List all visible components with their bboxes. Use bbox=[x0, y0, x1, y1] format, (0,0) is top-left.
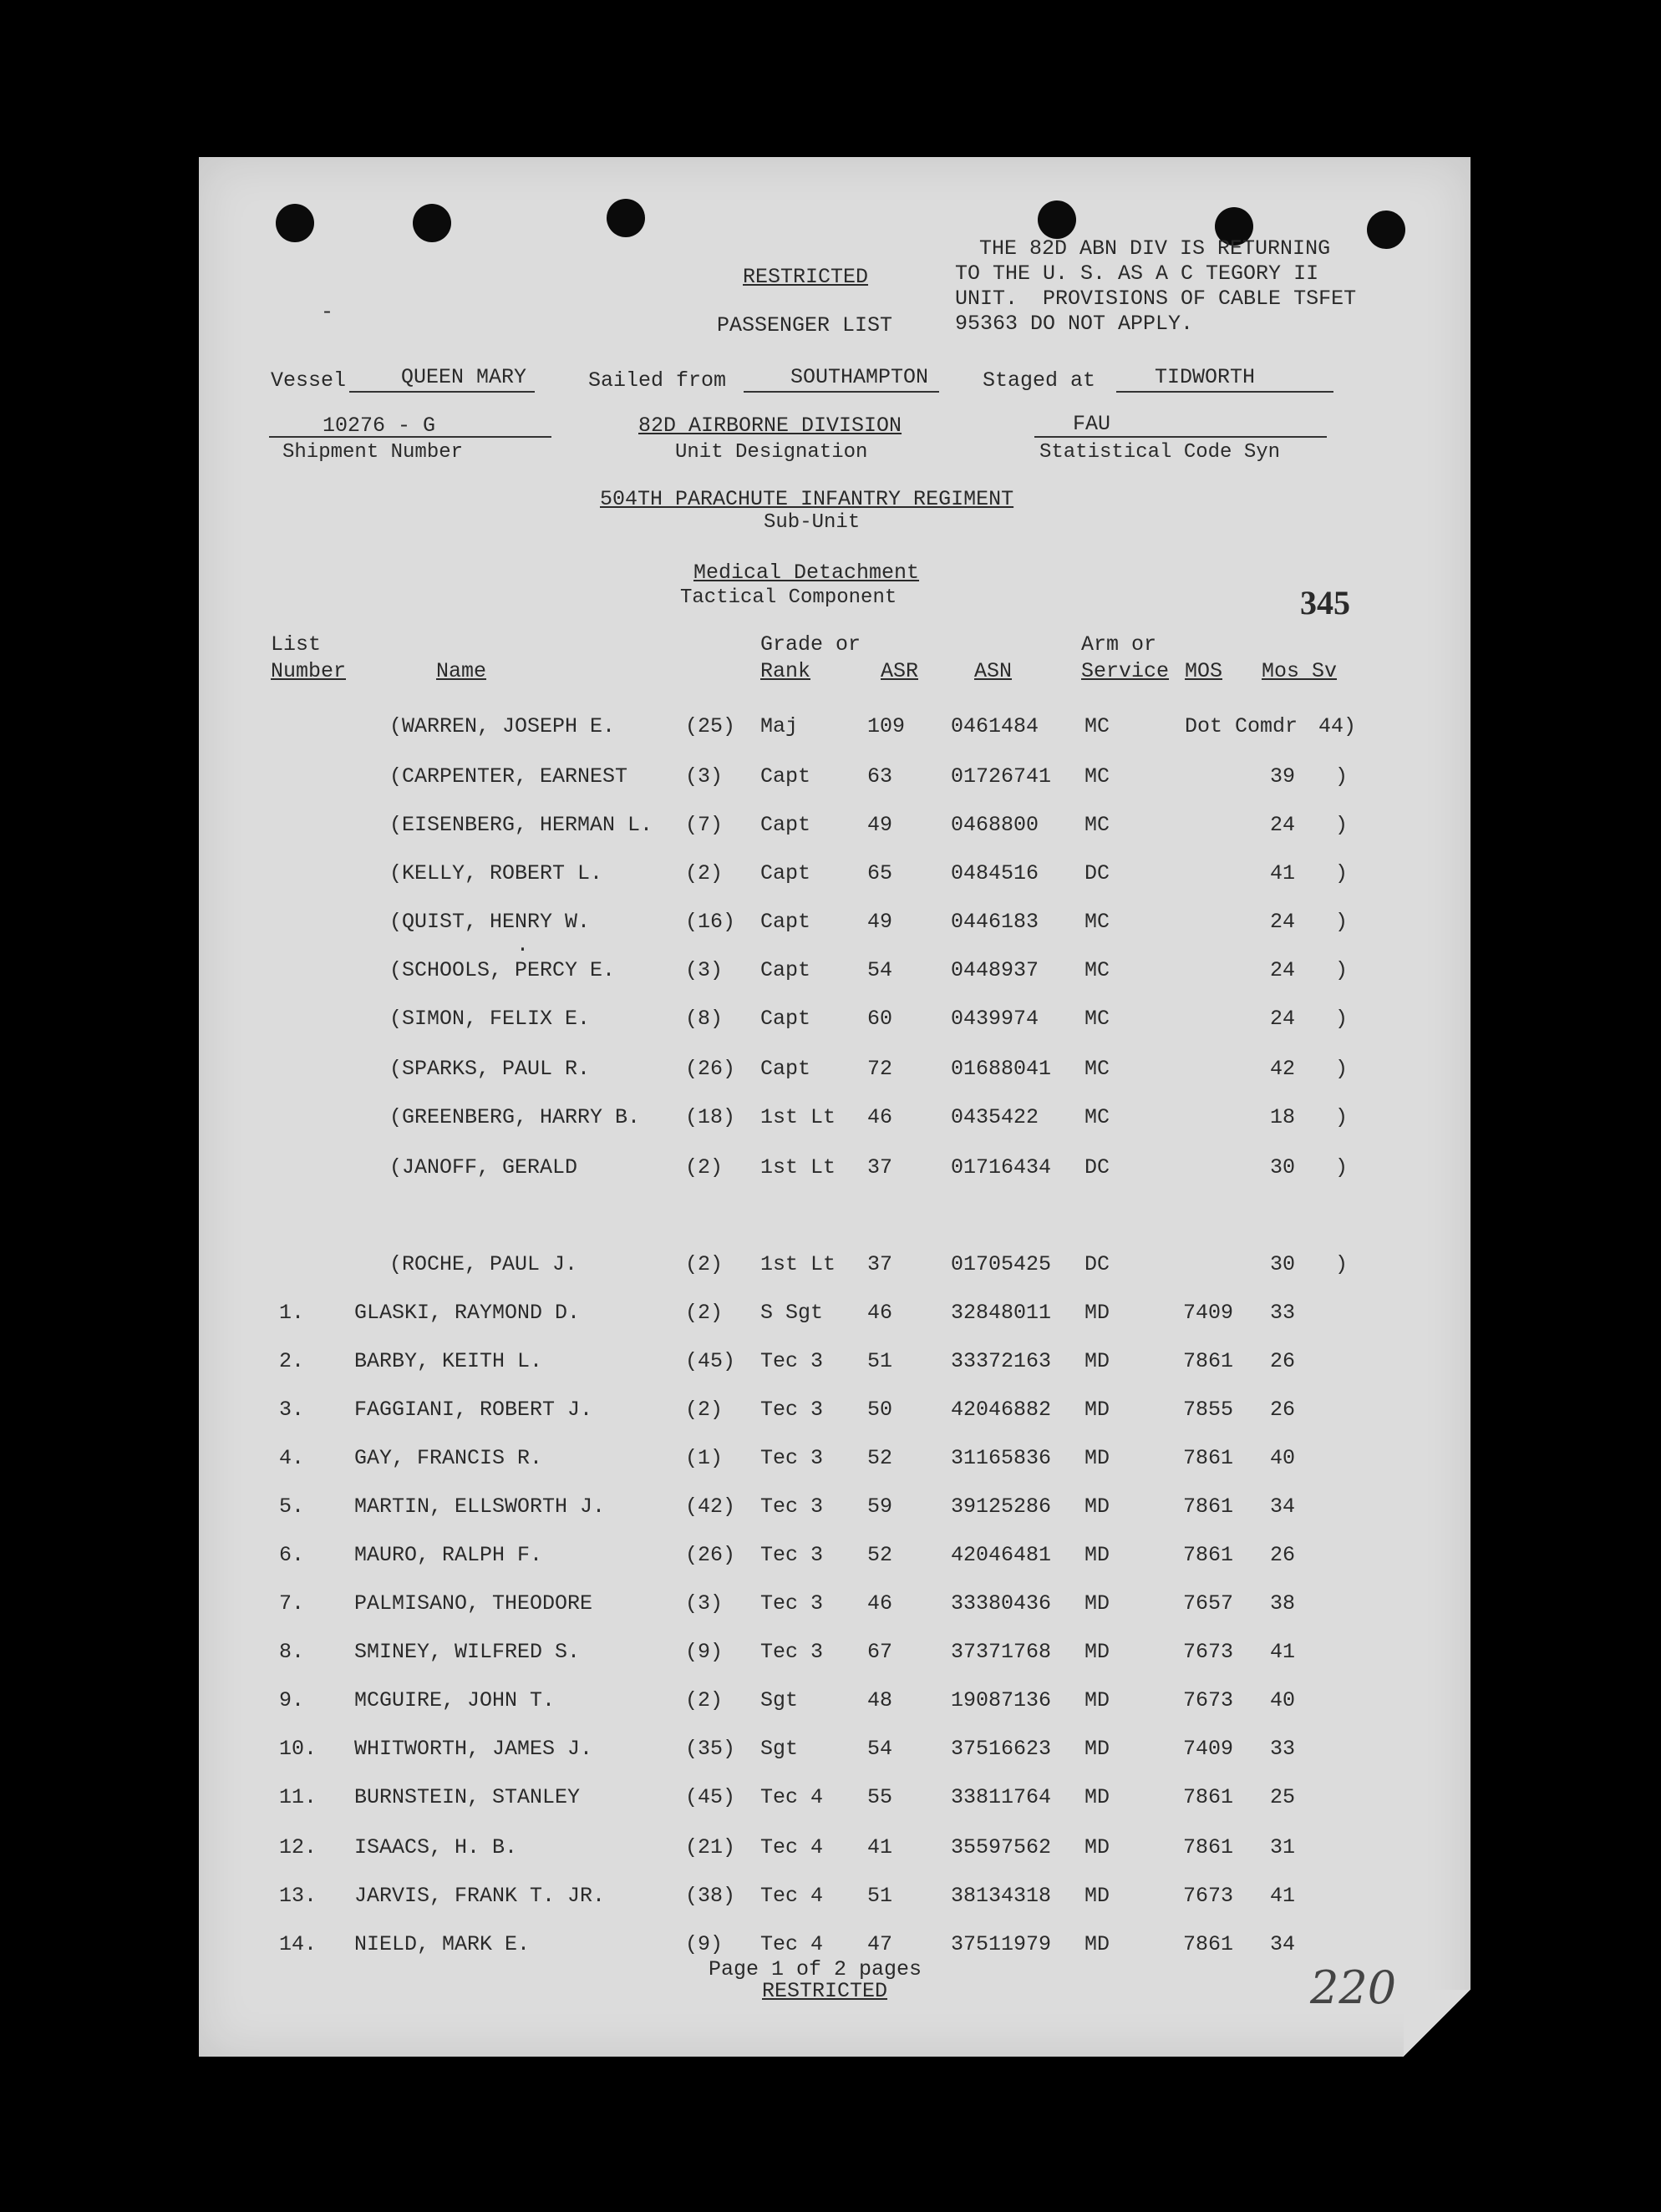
staged-at-place: TIDWORTH bbox=[1155, 365, 1256, 389]
asn-number: 0448937 bbox=[951, 958, 1039, 982]
sailed-from-label: Sailed from bbox=[588, 368, 727, 393]
passenger-name: (EISENBERG, HERMAN L. bbox=[389, 813, 653, 837]
asr-score: 46 bbox=[867, 1105, 893, 1129]
list-number: 9. bbox=[279, 1688, 305, 1712]
grade-rank: 1st Lt bbox=[760, 1252, 836, 1276]
mos-code: 7861 bbox=[1183, 1494, 1234, 1519]
asn-number: 37511979 bbox=[951, 1932, 1052, 1956]
col-header-mos-sv: Mos Sv bbox=[1262, 659, 1338, 683]
passenger-name: FAGGIANI, ROBERT J. bbox=[354, 1398, 593, 1422]
arm-service: MD bbox=[1084, 1884, 1110, 1908]
passenger-name: (ROCHE, PAUL J. bbox=[389, 1252, 578, 1276]
arm-service: MD bbox=[1084, 1398, 1110, 1422]
passenger-count: (3) bbox=[685, 958, 724, 982]
col-header-grade: Grade or bbox=[760, 632, 861, 657]
list-number: 12. bbox=[279, 1835, 317, 1859]
mos-code: 7855 bbox=[1183, 1398, 1234, 1422]
closing-paren: ) bbox=[1335, 1252, 1349, 1276]
asr-score: 65 bbox=[867, 861, 893, 885]
asn-number: 01726741 bbox=[951, 764, 1052, 789]
arm-service: MD bbox=[1084, 1591, 1110, 1616]
punch-hole bbox=[607, 199, 645, 237]
statistical-code-label: Statistical Code Syn bbox=[1039, 441, 1281, 464]
asr-score: 52 bbox=[867, 1446, 893, 1470]
grade-rank: Tec 3 bbox=[760, 1543, 824, 1567]
asr-score: 63 bbox=[867, 764, 893, 789]
asr-score: 47 bbox=[867, 1932, 893, 1956]
list-number: 1. bbox=[279, 1301, 305, 1325]
closing-paren: ) bbox=[1335, 958, 1349, 982]
col-header-service: Service bbox=[1081, 659, 1170, 683]
asr-score: 51 bbox=[867, 1349, 893, 1373]
asr-score: 46 bbox=[867, 1301, 893, 1325]
col-header-name: Name bbox=[436, 659, 487, 683]
asn-number: 0461484 bbox=[951, 714, 1039, 738]
asn-number: 0468800 bbox=[951, 813, 1039, 837]
grade-rank: S Sgt bbox=[760, 1301, 824, 1325]
mos-sv: 40 bbox=[1270, 1446, 1296, 1470]
asr-score: 51 bbox=[867, 1884, 893, 1908]
passenger-count: (45) bbox=[685, 1785, 736, 1809]
asn-number: 0446183 bbox=[951, 910, 1039, 934]
passenger-count: (9) bbox=[685, 1932, 724, 1956]
col-header-list: List bbox=[271, 632, 322, 657]
classification-top: RESTRICTED bbox=[743, 265, 869, 289]
mos-sv: 30 bbox=[1270, 1155, 1296, 1180]
shipment-number: 10276 - G bbox=[323, 413, 436, 438]
mos-code: 7657 bbox=[1183, 1591, 1234, 1616]
asr-score: 52 bbox=[867, 1543, 893, 1567]
mos-code: 7861 bbox=[1183, 1349, 1234, 1373]
mos-sv: 26 bbox=[1270, 1543, 1296, 1567]
stray-mark: - bbox=[321, 300, 334, 324]
passenger-count: (26) bbox=[685, 1057, 736, 1081]
col-header-number: Number bbox=[271, 659, 347, 683]
asr-score: 50 bbox=[867, 1398, 893, 1422]
mos-sv: 41 bbox=[1270, 1640, 1296, 1664]
grade-rank: Sgt bbox=[760, 1737, 799, 1761]
grade-rank: Tec 3 bbox=[760, 1640, 824, 1664]
asn-number: 01705425 bbox=[951, 1252, 1052, 1276]
col-header-asr: ASR bbox=[881, 659, 919, 683]
passenger-count: (18) bbox=[685, 1105, 736, 1129]
passenger-name: (SIMON, FELIX E. bbox=[389, 1007, 591, 1031]
closing-paren: ) bbox=[1335, 1105, 1349, 1129]
list-number: 13. bbox=[279, 1884, 317, 1908]
arm-service: MC bbox=[1084, 714, 1110, 738]
asr-score: 54 bbox=[867, 1737, 893, 1761]
passenger-name: GAY, FRANCIS R. bbox=[354, 1446, 543, 1470]
col-header-rank: Rank bbox=[760, 659, 811, 683]
sub-unit: 504TH PARACHUTE INFANTRY REGIMENT bbox=[600, 487, 1014, 511]
mos-sv: 34 bbox=[1270, 1932, 1296, 1956]
unit-designation-label: Unit Designation bbox=[675, 441, 868, 464]
closing-paren: ) bbox=[1335, 1155, 1349, 1180]
asn-number: 33380436 bbox=[951, 1591, 1052, 1616]
passenger-name: GLASKI, RAYMOND D. bbox=[354, 1301, 581, 1325]
arm-service: MD bbox=[1084, 1785, 1110, 1809]
closing-paren: ) bbox=[1335, 1007, 1349, 1031]
arm-service: MD bbox=[1084, 1640, 1110, 1664]
asn-number: 01688041 bbox=[951, 1057, 1052, 1081]
passenger-count: (8) bbox=[685, 1007, 724, 1031]
asr-score: 109 bbox=[867, 714, 906, 738]
grade-rank: Maj bbox=[760, 714, 799, 738]
punch-hole bbox=[276, 204, 314, 242]
document-page bbox=[199, 157, 1471, 2057]
passenger-count: (3) bbox=[685, 764, 724, 789]
returning-note-line-3: UNIT. PROVISIONS OF CABLE TSFET bbox=[955, 287, 1357, 311]
passenger-name: BURNSTEIN, STANLEY bbox=[354, 1785, 581, 1809]
passenger-count: (2) bbox=[685, 861, 724, 885]
passenger-name: MCGUIRE, JOHN T. bbox=[354, 1688, 556, 1712]
arm-service: MC bbox=[1084, 764, 1110, 789]
arm-service: MD bbox=[1084, 1494, 1110, 1519]
passenger-name: NIELD, MARK E. bbox=[354, 1932, 531, 1956]
grade-rank: Tec 3 bbox=[760, 1494, 824, 1519]
list-number: 4. bbox=[279, 1446, 305, 1470]
mos-sv: 24 bbox=[1270, 1007, 1296, 1031]
closing-paren: ) bbox=[1335, 764, 1349, 789]
closing-paren: ) bbox=[1335, 813, 1349, 837]
grade-rank: Tec 4 bbox=[760, 1835, 824, 1859]
arm-service: MC bbox=[1084, 1007, 1110, 1031]
asn-number: 31165836 bbox=[951, 1446, 1052, 1470]
asr-score: 72 bbox=[867, 1057, 893, 1081]
asr-score: 67 bbox=[867, 1640, 893, 1664]
passenger-name: (CARPENTER, EARNEST bbox=[389, 764, 628, 789]
asn-number: 01716434 bbox=[951, 1155, 1052, 1180]
sub-unit-label: Sub-Unit bbox=[764, 511, 861, 534]
passenger-count: (3) bbox=[685, 1591, 724, 1616]
asr-score: 37 bbox=[867, 1252, 893, 1276]
arm-service: MD bbox=[1084, 1301, 1110, 1325]
mos-sv: 33 bbox=[1270, 1301, 1296, 1325]
arm-service: MD bbox=[1084, 1349, 1110, 1373]
asr-score: 59 bbox=[867, 1494, 893, 1519]
grade-rank: Tec 4 bbox=[760, 1932, 824, 1956]
asn-number: 35597562 bbox=[951, 1835, 1052, 1859]
tactical-component: Medical Detachment bbox=[693, 561, 920, 585]
passenger-count: (2) bbox=[685, 1252, 724, 1276]
list-number: 3. bbox=[279, 1398, 305, 1422]
list-number: 11. bbox=[279, 1785, 317, 1809]
mos-code: 7673 bbox=[1183, 1640, 1234, 1664]
shipment-number-label: Shipment Number bbox=[282, 441, 464, 464]
passenger-count: (38) bbox=[685, 1884, 736, 1908]
passenger-count: (16) bbox=[685, 910, 736, 934]
col-header-arm: Arm or bbox=[1081, 632, 1157, 657]
asr-score: 55 bbox=[867, 1785, 893, 1809]
mos-sv: 24 bbox=[1270, 813, 1296, 837]
grade-rank: Tec 3 bbox=[760, 1446, 824, 1470]
passenger-count: (7) bbox=[685, 813, 724, 837]
passenger-name: BARBY, KEITH L. bbox=[354, 1349, 543, 1373]
mos-code: 7409 bbox=[1183, 1301, 1234, 1325]
col-header-mos: MOS bbox=[1185, 659, 1223, 683]
asn-number: 19087136 bbox=[951, 1688, 1052, 1712]
arm-service: DC bbox=[1084, 861, 1110, 885]
mos-sv: 41 bbox=[1270, 1884, 1296, 1908]
grade-rank: Tec 4 bbox=[760, 1785, 824, 1809]
mos-code: 7673 bbox=[1183, 1688, 1234, 1712]
mos-sv: 40 bbox=[1270, 1688, 1296, 1712]
asr-score: 37 bbox=[867, 1155, 893, 1180]
grade-rank: Tec 4 bbox=[760, 1884, 824, 1908]
vessel-label: Vessel bbox=[271, 368, 347, 393]
arm-service: MD bbox=[1084, 1835, 1110, 1859]
asn-number: 37516623 bbox=[951, 1737, 1052, 1761]
asr-score: 46 bbox=[867, 1591, 893, 1616]
staged-at-label: Staged at bbox=[983, 368, 1096, 393]
passenger-count: (35) bbox=[685, 1737, 736, 1761]
folded-corner bbox=[1404, 1990, 1471, 2057]
mos-sv: 34 bbox=[1270, 1494, 1296, 1519]
mos-code: 7861 bbox=[1183, 1543, 1234, 1567]
handwritten-number: 220 bbox=[1310, 1961, 1397, 2014]
mos-sv: 26 bbox=[1270, 1349, 1296, 1373]
arm-service: MC bbox=[1084, 1057, 1110, 1081]
grade-rank: Capt bbox=[760, 910, 811, 934]
arm-service: DC bbox=[1084, 1155, 1110, 1180]
grade-rank: 1st Lt bbox=[760, 1105, 836, 1129]
asr-score: 54 bbox=[867, 958, 893, 982]
closing-paren: ) bbox=[1335, 1057, 1349, 1081]
list-number: 8. bbox=[279, 1640, 305, 1664]
passenger-count: (2) bbox=[685, 1688, 724, 1712]
punch-hole bbox=[413, 204, 451, 242]
passenger-count: (9) bbox=[685, 1640, 724, 1664]
classification-bottom: RESTRICTED bbox=[762, 1979, 888, 2003]
mos-sv: 42 bbox=[1270, 1057, 1296, 1081]
passenger-name: SMINEY, WILFRED S. bbox=[354, 1640, 581, 1664]
punch-hole bbox=[1038, 200, 1076, 239]
grade-rank: Capt bbox=[760, 1057, 811, 1081]
arm-service: MC bbox=[1084, 1105, 1110, 1129]
returning-note-line-1: THE 82D ABN DIV IS RETURNING bbox=[979, 236, 1331, 261]
passenger-name: JARVIS, FRANK T. JR. bbox=[354, 1884, 606, 1908]
grade-rank: Capt bbox=[760, 1007, 811, 1031]
passenger-name: (WARREN, JOSEPH E. bbox=[389, 714, 616, 738]
mos-sv: 30 bbox=[1270, 1252, 1296, 1276]
passenger-name: (SCHOOLS, PERCY E. bbox=[389, 958, 616, 982]
vessel-name: QUEEN MARY bbox=[401, 365, 527, 389]
grade-rank: Sgt bbox=[760, 1688, 799, 1712]
grade-rank: Tec 3 bbox=[760, 1349, 824, 1373]
asr-score: 41 bbox=[867, 1835, 893, 1859]
mos-sv: 26 bbox=[1270, 1398, 1296, 1422]
asr-score: 49 bbox=[867, 910, 893, 934]
asn-number: 0435422 bbox=[951, 1105, 1039, 1129]
asn-number: 0484516 bbox=[951, 861, 1039, 885]
passenger-name: WHITWORTH, JAMES J. bbox=[354, 1737, 593, 1761]
arm-service: MC bbox=[1084, 958, 1110, 982]
asr-score: 60 bbox=[867, 1007, 893, 1031]
returning-note-line-2: TO THE U. S. AS A C TEGORY II bbox=[955, 261, 1319, 286]
mos-sv: 39 bbox=[1270, 764, 1296, 789]
mos-sv: 33 bbox=[1270, 1737, 1296, 1761]
arm-service: MD bbox=[1084, 1688, 1110, 1712]
arm-service: MD bbox=[1084, 1737, 1110, 1761]
grade-rank: Capt bbox=[760, 861, 811, 885]
grade-rank: Capt bbox=[760, 764, 811, 789]
passenger-count: (2) bbox=[685, 1301, 724, 1325]
passenger-name: PALMISANO, THEODORE bbox=[354, 1591, 593, 1616]
mos-code: 7861 bbox=[1183, 1932, 1234, 1956]
arm-service: MD bbox=[1084, 1446, 1110, 1470]
mos-code: 7861 bbox=[1183, 1446, 1234, 1470]
passenger-name: MAURO, RALPH F. bbox=[354, 1543, 543, 1567]
sailed-from-port: SOUTHAMPTON bbox=[790, 365, 929, 389]
mos-sv: 44) bbox=[1318, 714, 1357, 738]
arm-service: MC bbox=[1084, 910, 1110, 934]
closing-paren: ) bbox=[1335, 910, 1349, 934]
grade-rank: 1st Lt bbox=[760, 1155, 836, 1180]
passenger-count: (1) bbox=[685, 1446, 724, 1470]
arm-service: MC bbox=[1084, 813, 1110, 837]
asn-number: 32848011 bbox=[951, 1301, 1052, 1325]
mos-code: 7673 bbox=[1183, 1884, 1234, 1908]
passenger-count: (25) bbox=[685, 714, 736, 738]
document-title: PASSENGER LIST bbox=[717, 313, 893, 337]
closing-paren: ) bbox=[1335, 861, 1349, 885]
asn-number: 0439974 bbox=[951, 1007, 1039, 1031]
stamped-page-number: 345 bbox=[1300, 584, 1350, 621]
mos-code: 7861 bbox=[1183, 1785, 1234, 1809]
grade-rank: Tec 3 bbox=[760, 1398, 824, 1422]
asn-number: 38134318 bbox=[951, 1884, 1052, 1908]
passenger-count: (45) bbox=[685, 1349, 736, 1373]
mos-sv: 24 bbox=[1270, 910, 1296, 934]
arm-service: MD bbox=[1084, 1543, 1110, 1567]
grade-rank: Capt bbox=[760, 958, 811, 982]
mos-sv: 41 bbox=[1270, 861, 1296, 885]
asr-score: 48 bbox=[867, 1688, 893, 1712]
passenger-name: (GREENBERG, HARRY B. bbox=[389, 1105, 641, 1129]
mos-sv: 24 bbox=[1270, 958, 1296, 982]
mos-sv: 31 bbox=[1270, 1835, 1296, 1859]
punch-hole bbox=[1367, 211, 1405, 249]
col-header-asn: ASN bbox=[974, 659, 1013, 683]
passenger-count: (2) bbox=[685, 1155, 724, 1180]
asn-number: 39125286 bbox=[951, 1494, 1052, 1519]
arm-service: DC bbox=[1084, 1252, 1110, 1276]
passenger-count: (21) bbox=[685, 1835, 736, 1859]
list-number: 14. bbox=[279, 1932, 317, 1956]
statistical-code: FAU bbox=[1073, 412, 1111, 436]
returning-note-line-4: 95363 DO NOT APPLY. bbox=[955, 312, 1194, 336]
mos-sv: 18 bbox=[1270, 1105, 1296, 1129]
mos-code: 7861 bbox=[1183, 1835, 1234, 1859]
passenger-name: (KELLY, ROBERT L. bbox=[389, 861, 603, 885]
page-count: Page 1 of 2 pages bbox=[709, 1957, 922, 1981]
asr-score: 49 bbox=[867, 813, 893, 837]
passenger-count: (26) bbox=[685, 1543, 736, 1567]
list-number: 7. bbox=[279, 1591, 305, 1616]
mos-sv: 38 bbox=[1270, 1591, 1296, 1616]
passenger-name: (SPARKS, PAUL R. bbox=[389, 1057, 591, 1081]
arm-service: MD bbox=[1084, 1932, 1110, 1956]
unit-designation: 82D AIRBORNE DIVISION bbox=[638, 413, 902, 438]
list-number: 5. bbox=[279, 1494, 305, 1519]
passenger-count: (2) bbox=[685, 1398, 724, 1422]
mos-code: 7409 bbox=[1183, 1737, 1234, 1761]
asn-number: 42046481 bbox=[951, 1543, 1052, 1567]
list-number: 2. bbox=[279, 1349, 305, 1373]
tactical-component-label: Tactical Component bbox=[680, 586, 897, 609]
grade-rank: Tec 3 bbox=[760, 1591, 824, 1616]
asn-number: 37371768 bbox=[951, 1640, 1052, 1664]
passenger-name: MARTIN, ELLSWORTH J. bbox=[354, 1494, 606, 1519]
list-number: 10. bbox=[279, 1737, 317, 1761]
list-number: 6. bbox=[279, 1543, 305, 1567]
asn-number: 33372163 bbox=[951, 1349, 1052, 1373]
passenger-name: ISAACS, H. B. bbox=[354, 1835, 518, 1859]
passenger-count: (42) bbox=[685, 1494, 736, 1519]
mos-sv: 25 bbox=[1270, 1785, 1296, 1809]
mos-code: Dot Comdr bbox=[1185, 714, 1298, 738]
asn-number: 42046882 bbox=[951, 1398, 1052, 1422]
stray-dot: . bbox=[516, 933, 530, 957]
passenger-name: (QUIST, HENRY W. bbox=[389, 910, 591, 934]
grade-rank: Capt bbox=[760, 813, 811, 837]
asn-number: 33811764 bbox=[951, 1785, 1052, 1809]
passenger-name: (JANOFF, GERALD bbox=[389, 1155, 578, 1180]
